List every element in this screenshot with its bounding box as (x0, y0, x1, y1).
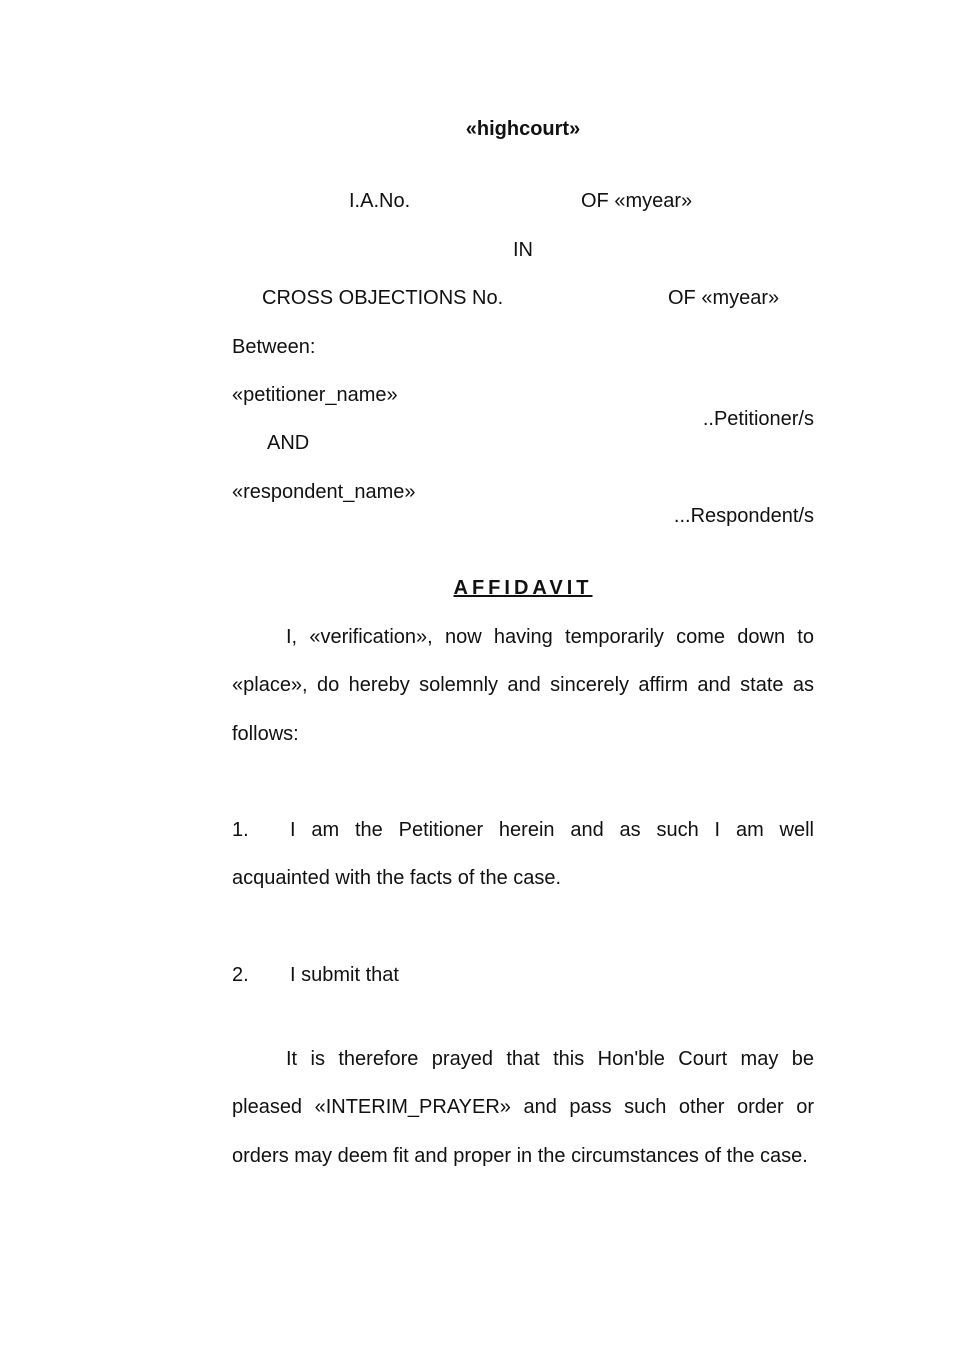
list-item (232, 806, 814, 903)
cross-objections-label: CROSS OBJECTIONS No. (262, 287, 504, 309)
respondent-name: «respondent_name» (232, 481, 416, 503)
item-text: I am the Petitioner herein and as such I am well acquainted with the facts of the case. (232, 819, 814, 890)
court-title: «highcourt» (465, 118, 581, 140)
cross-objections-year: OF «myear» (668, 287, 780, 309)
item-text: I submit that (290, 964, 399, 986)
item-number: 1. (232, 819, 249, 841)
prayer-paragraph: It is therefore prayed that this Hon'ble Court may be pleased «INTERIM_PRAYER» and pass such other order or orders may deem fit and proper in the circumstances of the case. (232, 1048, 814, 1167)
respondent-role: ...Respondent/s (673, 505, 814, 527)
ia-year: OF «myear» (581, 190, 693, 212)
affidavit-intro: I, «verification», now having temporarily come down to «place», do hereby solemnly and sincerely affirm and state as follows: (232, 626, 814, 745)
petitioner-name: «petitioner_name» (232, 384, 398, 406)
affidavit-heading: AFFIDAVIT (453, 577, 593, 599)
list-item (232, 951, 814, 999)
between-label: Between: (232, 336, 316, 358)
ia-number-label: I.A.No. (349, 190, 411, 212)
in-label: IN (513, 239, 533, 261)
and-label: AND (267, 432, 310, 454)
petitioner-role: ..Petitioner/s (702, 408, 814, 430)
item-number: 2. (232, 964, 249, 986)
